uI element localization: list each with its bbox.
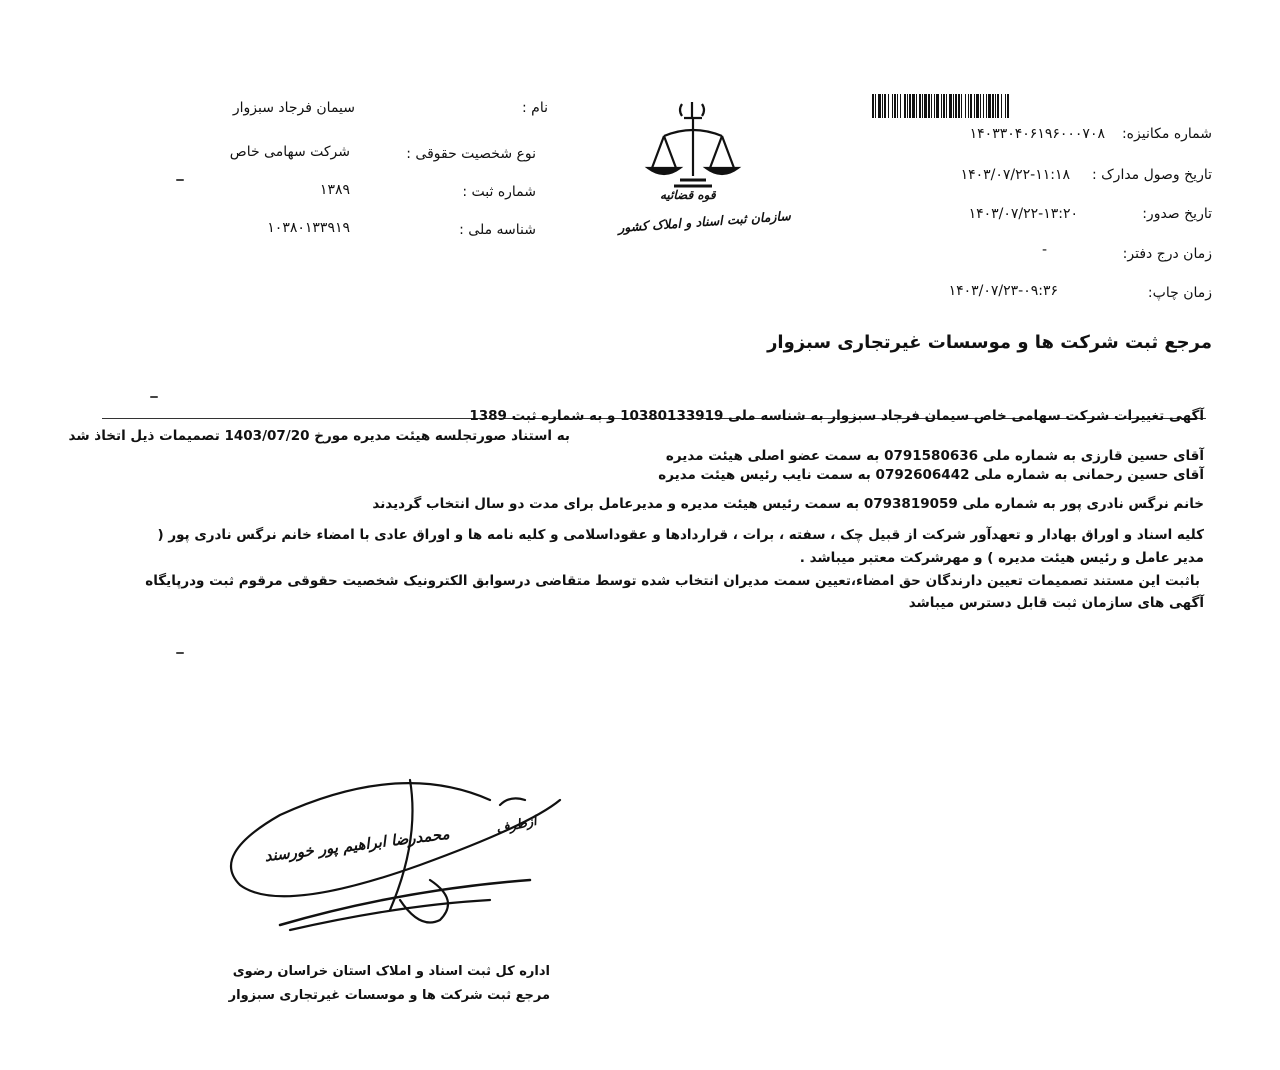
- issue-date-label: تاریخ صدور:: [1142, 206, 1212, 222]
- body-line: کلیه اسناد و اوراق بهادار و تعهدآور شرکت از قبیل چک ، سفته ، برات ، قراردادها و عقوداسلامی و کلیه نامه ها و اوراق عادی با امضاء خانم نرگس نادری پور (: [157, 527, 1204, 543]
- emblem-title: قوه قضائیه: [660, 188, 716, 202]
- body-line: خانم نرگس نادری پور به شماره ملی 0793819059 به سمت رئیس هیئت مدیره و مدیرعامل برای مدت دو سال انتخاب گردیدند: [372, 496, 1204, 512]
- national-id-value: ۱۰۳۸۰۱۳۳۹۱۹: [267, 220, 350, 236]
- signature-scribble-icon: [200, 760, 600, 940]
- speck: [176, 652, 184, 654]
- issue-date-value: ۱۴۰۳/۰۷/۲۲-۱۳:۲۰: [968, 206, 1078, 222]
- barcode: [872, 94, 1186, 118]
- body-line: به استناد صورتجلسه هیئت مدیره مورخ 1403/07/20 تصمیمات ذیل اتخاذ شد: [68, 428, 570, 444]
- registration-number-label: شماره ثبت :: [462, 184, 536, 200]
- office-entry-value: -: [1041, 242, 1047, 258]
- emblem-org: سازمان ثبت اسناد و املاک کشور: [617, 207, 792, 236]
- body-line: باثبت این مستند تصمیمات تعیین دارندگان حق امضاء،تعیین سمت مدیران انتخاب شده توسط متقاضی درسوابق الکترونیک شخصیت حقوقی مرقوم ثبت ودرپایگاه: [145, 573, 1200, 589]
- office-entry-label: زمان درج دفتر:: [1122, 246, 1212, 262]
- body-line: مدیر عامل و رئیس هیئت مدیره ) و مهرشرکت معتبر میباشد .: [799, 550, 1204, 566]
- footer-line-1: اداره کل ثبت اسناد و املاک استان خراسان رضوی: [232, 964, 550, 979]
- national-id-label: شناسه ملی :: [459, 222, 536, 238]
- print-time-value: ۱۴۰۳/۰۷/۲۳-۰۹:۳۶: [948, 283, 1058, 299]
- documents-received-value: ۱۴۰۳/۰۷/۲۲-۱۱:۱۸: [960, 167, 1070, 183]
- registration-number-value: ۱۳۸۹: [319, 182, 350, 198]
- barcode-bar: [1009, 94, 1010, 118]
- body-line: آقای حسین رحمانی به شماره ملی 0792606442 به سمت نایب رئیس هیئت مدیره: [658, 467, 1204, 483]
- name-label: نام :: [522, 100, 548, 116]
- print-time-label: زمان چاپ:: [1147, 285, 1212, 301]
- judiciary-emblem: [612, 96, 792, 246]
- speck: [176, 179, 184, 181]
- speck: [150, 396, 158, 398]
- entity-type-label: نوع شخصیت حقوقی :: [406, 146, 536, 162]
- mechanized-number-label: شماره مکانیزه:: [1121, 126, 1212, 142]
- body-line: آگهی تغییرات شرکت سهامی خاص سیمان فرجاد سبزوار به شناسه ملی 10380133919 و به شماره ثبت 1389: [469, 408, 1204, 424]
- signature-name: محمدرضا ابراهیم پور خورسند: [263, 824, 451, 866]
- entity-type-value: شرکت سهامی خاص: [229, 144, 350, 160]
- footer-line-2: مرجع ثبت شرکت ها و موسسات غیرتجاری سبزوار: [228, 988, 550, 1003]
- mechanized-number-value: ۱۴۰۳۳۰۴۰۶۱۹۶۰۰۰۷۰۸: [969, 126, 1105, 142]
- documents-received-label: تاریخ وصول مدارک :: [1091, 167, 1212, 183]
- body-line: آقای حسین قارزی به شماره ملی 0791580636 به سمت عضو اصلی هیئت مدیره: [665, 448, 1204, 464]
- name-value: سیمان فرجاد سبزوار: [232, 100, 355, 116]
- signature-from: ازطرف: [494, 813, 539, 838]
- page-title: مرجع ثبت شرکت ها و موسسات غیرتجاری سبزوار: [767, 332, 1212, 353]
- signature: [200, 760, 600, 940]
- body-line: آگهی های سازمان ثبت قابل دسترس میباشد: [908, 595, 1204, 611]
